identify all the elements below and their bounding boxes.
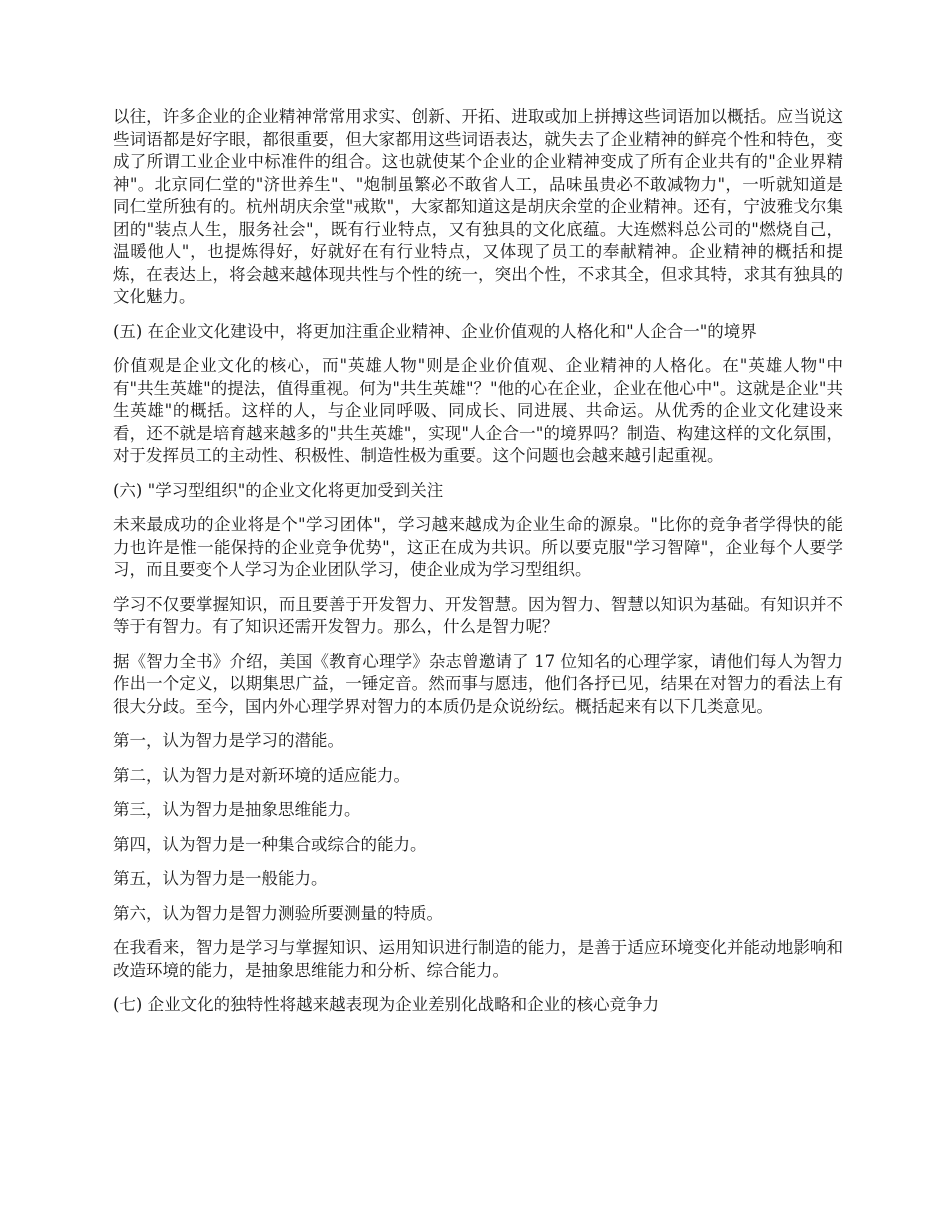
list-item-view-1: 第一，认为智力是学习的潜能。: [113, 731, 344, 750]
section-heading-7: (七) 企业文化的独特性将越来越表现为企业差别化战略和企业的核心竞争力: [113, 995, 660, 1014]
paragraph-values-personification: 价值观是企业文化的核心，而"英雄人物"则是企业价值观、企业精神的人格化。在"英雄人物"中有"共生英雄"的提法，值得重视。何为"共生英雄"？"他的心在企业，企业在他心中"。这就是企业"共生英雄"的概括。这样的人，与企业同呼吸、同成长、同进展、共命运。从优秀的企业文化建设来看，还不就是培育越来越多的"共生英雄"，实现"人企合一"的境界吗？制造、构建这样的文化氛围，对于发挥员工的主动性、积极性、制造性极为重要。这个问题也会越来越引起重视。: [113, 356, 843, 465]
paragraph-learning-team: 未来最成功的企业将是个"学习团体"，学习越来越成为企业生命的源泉。"比你的竞争者学得快的能力也许是惟一能保持的企业竞争优势"，这正在成为共识。所以要克服"学习智障"，企业每个人要学习，而且要变个人学习为企业团队学习，使企业成为学习型组织。: [113, 515, 843, 579]
document-page: [113, 106, 843, 1029]
paragraph-intelligence-book: 据《智力全书》介绍，美国《教育心理学》杂志曾邀请了 17 位知名的心理学家，请他们每人为智力作出一个定义，以期集思广益，一锤定音。然而事与愿违，他们各抒已见，结果在对智力的看法上有很大分歧。至今，国内外心理学界对智力的本质仍是众说纷纭。概括起来有以下几类意见。: [113, 651, 843, 716]
list-item-view-4: 第四，认为智力是一种集合或综合的能力。: [113, 834, 427, 854]
paragraph-enterprise-spirit: 以往，许多企业的企业精神常常用求实、创新、开拓、进取或加上拼搏这些词语加以概括。应当说这些词语都是好字眼，都很重要，但大家都用这些词语表达，就失去了企业精神的鲜亮个性和特色，变成了所谓工业企业中标准件的组合。这也就使某个企业的企业精神变成了所有企业共有的"企业界精神"。北京同仁堂的"济世养生"、"炮制虽繁必不敢省人工，品味虽贵必不敢减物力"，一听就知道是同仁堂所独有的。杭州胡庆余堂"戒欺"，大家都知道这是胡庆余堂的企业精神。还有，宁波雅戈尔集团的"装点人生，服务社会"，既有行业特点，又有独具的文化底蕴。大连燃料总公司的"燃烧自己，温暖他人"，也提炼得好，好就好在有行业特点，又体现了员工的奉献精神。企业精神的概括和提炼，在表达上，将会越来越体现共性与个性的统一，突出个性，不求其全，但求其特，求其有独具的文化魅力。: [113, 107, 843, 306]
section-heading-6: (六) "学习型组织"的企业文化将更加受到关注: [113, 480, 444, 500]
paragraph-author-view: 在我看来，智力是学习与掌握知识、运用知识进行制造的能力，是善于适应环境变化并能动地影响和改造环境的能力，是抽象思维能力和分析、综合能力。: [113, 938, 843, 980]
list-item-view-3: 第三，认为智力是抽象思维能力。: [113, 800, 361, 819]
list-item-view-6: 第六，认为智力是智力测验所要测量的特质。: [113, 903, 443, 923]
paragraph-learning-intelligence: 学习不仅要掌握知识，而且要善于开发智力、开发智慧。因为智力、智慧以知识为基础。有知识并不等于有智力。有了知识还需开发智力。那么，什么是智力呢？: [113, 594, 843, 636]
list-item-view-5: 第五，认为智力是一般能力。: [113, 869, 328, 888]
section-heading-5: (五) 在企业文化建设中，将更加注重企业精神、企业价值观的人格化和"人企合一"的境界: [113, 321, 757, 341]
list-item-view-2: 第二，认为智力是对新环境的适应能力。: [113, 765, 410, 785]
